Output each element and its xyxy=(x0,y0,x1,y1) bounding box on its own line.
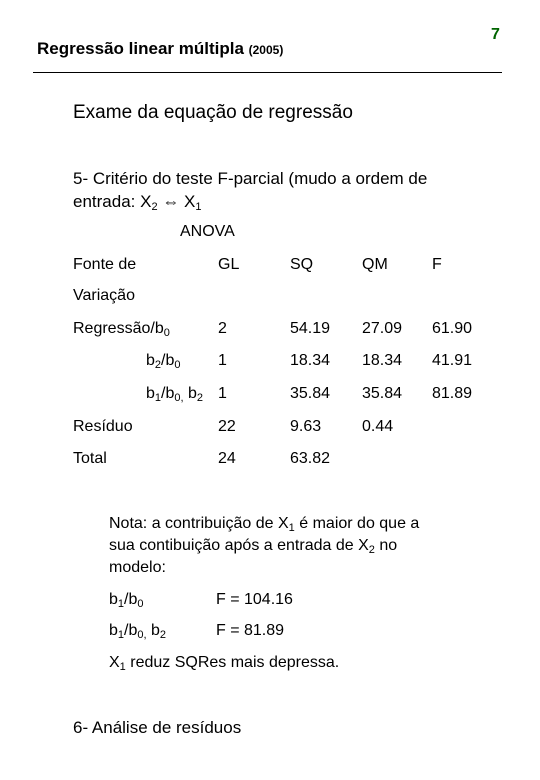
note-line-1: Nota: a contribuição de $X_1$ é maior do que a xyxy=(109,515,420,534)
row-f: 81.89 xyxy=(432,385,473,402)
row-source: $b_1/b_{0,}$ $b_2$ xyxy=(146,385,204,404)
row-f: 61.90 xyxy=(432,320,473,337)
header-year: (2005) xyxy=(248,43,284,57)
criterion-line-1: 5- Critério do teste F-parcial (mudo a ordem de xyxy=(73,169,428,188)
row-source: $b_2/b_0$ xyxy=(146,352,181,371)
section-title: Exame da equação de regressão xyxy=(73,102,353,123)
note-line-2: sua contibuição após a entrada de $X_2$ no xyxy=(109,537,398,556)
row-qm: 18.34 xyxy=(362,352,403,369)
page-header xyxy=(37,39,283,59)
row-gl: 1 xyxy=(218,385,227,402)
header-f: F xyxy=(432,256,442,273)
comparison-label: $b_1/b_{0,}$ $b_2$ xyxy=(109,622,167,641)
page-number: 7 xyxy=(491,26,500,43)
row-qm: 27.09 xyxy=(362,320,403,337)
row-gl: 2 xyxy=(218,320,227,337)
header-qm: QM xyxy=(362,256,388,273)
header-title: Regressão linear múltipla xyxy=(37,39,244,58)
row-sq: 9.63 xyxy=(290,418,322,435)
comparison-value: F = 81.89 xyxy=(216,622,285,639)
header-source: Fonte de xyxy=(73,256,137,273)
row-sq: 54.19 xyxy=(290,320,331,337)
header-sq: SQ xyxy=(290,256,314,273)
note-line-3: modelo: xyxy=(109,559,166,576)
anova-title: ANOVA xyxy=(180,223,235,240)
row-gl: 22 xyxy=(218,418,236,435)
row-source: Total xyxy=(73,450,107,467)
comparison-value: F = 104.16 xyxy=(216,591,293,608)
next-section-title: 6- Análise de resíduos xyxy=(73,718,242,737)
header-divider xyxy=(33,72,502,73)
row-qm: 35.84 xyxy=(362,385,403,402)
row-gl: 1 xyxy=(218,352,227,369)
row-source: Regressão/$b_0$ xyxy=(73,320,170,339)
comparison-label: $b_1/b_0$ xyxy=(109,591,144,610)
equivalence-arrow-icon: ⇔ xyxy=(162,192,180,211)
row-gl: 24 xyxy=(218,450,236,467)
row-sq: 63.82 xyxy=(290,450,331,467)
header-source-line-2: Variação xyxy=(73,287,135,304)
row-f: 41.91 xyxy=(432,352,473,369)
row-qm: 0.44 xyxy=(362,418,394,435)
row-sq: 35.84 xyxy=(290,385,331,402)
row-sq: 18.34 xyxy=(290,352,331,369)
conclusion: $X_1$ reduz SQRes mais depressa. xyxy=(109,654,340,673)
criterion-line-2: entrada: $X_2$ ⇔ $X_1$ xyxy=(73,192,202,213)
row-source: Resíduo xyxy=(73,418,133,435)
header-gl: GL xyxy=(218,256,240,273)
